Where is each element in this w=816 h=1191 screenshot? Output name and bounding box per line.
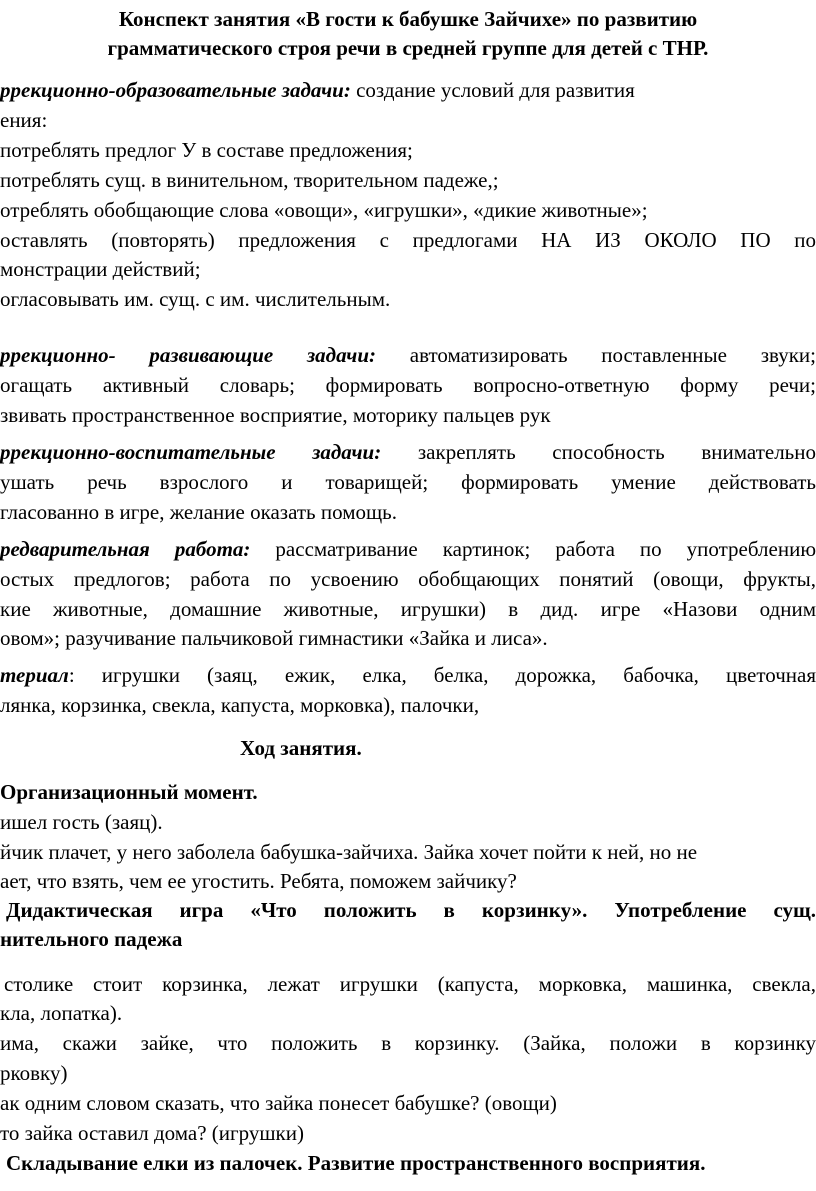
material-intro [0,662,816,689]
developing-tasks-heading: ррекционно- развивающие задачи: [0,343,376,367]
developing-tasks-line: огащать активный словарь; формировать вопросно-ответную форму речи; [0,373,816,397]
section-1-line: ишел гость (заяц). [0,810,163,834]
section-1-line: ает, что взять, чем ее угостить. Ребята, поможем зайчику? [0,869,517,893]
section-2-line: има, скажи зайке, что положить в корзинку. (Зайка, положи в корзинку [0,1031,816,1055]
upbringing-tasks-line: ушать речь взрослого и товарищей; формировать умение действовать [0,470,816,494]
educational-tasks-line: огласовывать им. сущ. с им. числительным. [0,287,391,311]
section-2-line: кла, лопатка). [0,1001,123,1025]
upbringing-tasks-lead: закреплять способность внимательно [381,440,816,464]
lesson-heading: Ход занятия. [240,736,362,760]
educational-tasks-lead: создание условий для развития [350,78,635,102]
section-3-title: Складывание елки из палочек. Развитие пространственного восприятия. [6,1151,706,1175]
preliminary-work-line: кие животные, домашние животные, игрушки) в дид. игре «Назови одним [0,597,816,621]
educational-tasks-heading: ррекционно-образовательные задачи: [0,78,351,102]
document-title-line-1: Конспект занятия «В гости к бабушке Зайчихе» по развитию [118,7,698,31]
developing-tasks-line: звивать пространственное восприятие, моторику пальцев рук [0,403,551,427]
educational-tasks-line: ения: [0,108,48,132]
document-title-line-2: грамматического строя речи в средней группе для детей с ТНР. [107,36,709,60]
educational-tasks-line: оставлять (повторять) предложения с предлогами НА ИЗ ОКОЛО ПО по [0,228,816,252]
developing-tasks-lead: автоматизировать поставленные звуки; [376,343,816,367]
preliminary-work-line: остых предлогов; работа по усвоению обобщающих понятий (овощи, фрукты, [0,567,816,591]
preliminary-work-heading: редварительная работа: [0,537,251,561]
upbringing-tasks-heading: ррекционно-воспитательные задачи: [0,440,382,464]
preliminary-work-intro [0,536,816,563]
preliminary-work-lead: рассматривание картинок; работа по употреблению [250,537,816,561]
developing-tasks-intro [0,342,816,369]
educational-tasks-line: потреблять сущ. в винительном, творительном падеже,; [0,168,499,192]
upbringing-tasks-line: гласованно в игре, желание оказать помощь. [0,500,398,524]
section-2-line: столике стоит корзинка, лежат игрушки (капуста, морковка, машинка, свекла, [4,972,816,996]
material-line: лянка, корзинка, свекла, капуста, морковка), палочки, [0,693,480,717]
material-heading: териал [0,663,69,687]
section-1-title: Организационный момент. [0,780,258,804]
upbringing-tasks-intro [0,439,816,466]
preliminary-work-line: овом»; разучивание пальчиковой гимнастики «Зайка и лиса». [0,626,548,650]
section-1-line: йчик плачет, у него заболела бабушка-зайчиха. Зайка хочет пойти к ней, но не [0,840,698,864]
educational-tasks-intro [0,77,816,104]
educational-tasks-line: монстрации действий; [0,257,201,281]
educational-tasks-line: потреблять предлог У в составе предложения; [0,138,413,162]
section-2-line: ак одним словом сказать, что зайка понесет бабушке? (овощи) [0,1091,557,1115]
section-2-line: рковку) [0,1061,68,1085]
section-2-title-line: нительного падежа [0,927,183,951]
material-lead: : игрушки (заяц, ежик, елка, белка, дорожка, бабочка, цветочная [68,663,816,687]
section-2-title-line: Дидактическая игра «Что положить в корзинку». Употребление сущ. [6,898,816,922]
section-2-line: то зайка оставил дома? (игрушки) [0,1121,304,1145]
educational-tasks-line: отреблять обобщающие слова «овощи», «игрушки», «дикие животные»; [0,198,648,222]
